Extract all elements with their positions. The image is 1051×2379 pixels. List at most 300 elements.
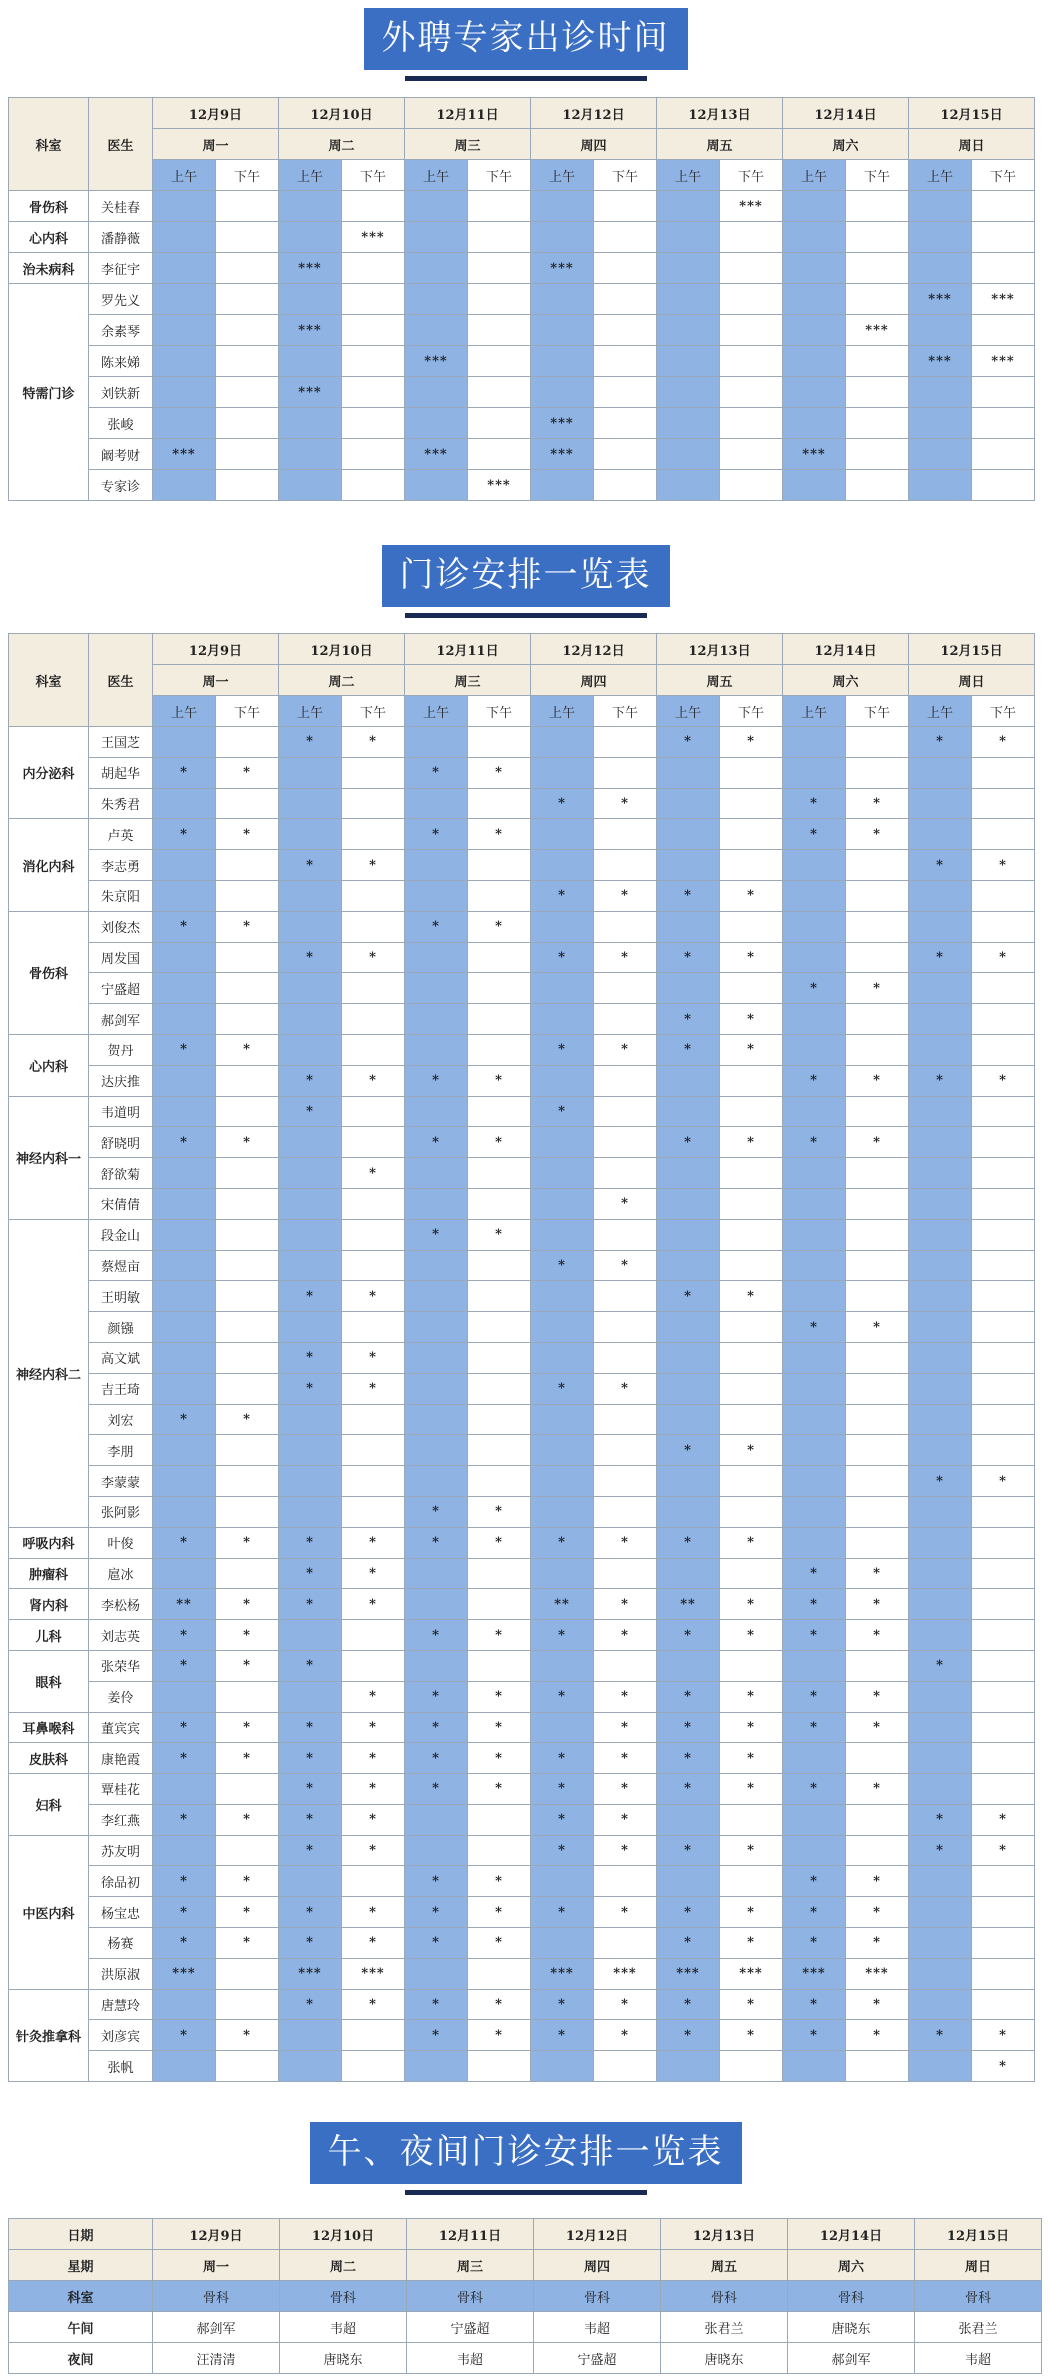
- slot-cell: ***: [531, 439, 594, 470]
- slot-cell: [468, 942, 531, 973]
- slot-cell: [531, 1281, 594, 1312]
- slot-cell: *: [846, 1866, 909, 1897]
- slot-cell: *: [153, 1650, 216, 1681]
- slot-cell: [594, 1096, 657, 1127]
- slot-cell: [531, 1558, 594, 1589]
- slot-cell: *: [342, 1989, 405, 2020]
- date-cell: 12月10日: [280, 2219, 407, 2250]
- header-am: 上午: [531, 696, 594, 727]
- slot-cell: [783, 253, 846, 284]
- header-weekday: 周四: [531, 665, 657, 696]
- table-row: [9, 1650, 1035, 1681]
- slot-cell: [846, 1188, 909, 1219]
- table-row: [9, 1373, 1035, 1404]
- header-pm: 下午: [468, 696, 531, 727]
- header-am: 上午: [405, 160, 468, 191]
- slot-cell: [342, 880, 405, 911]
- slot-cell: [216, 1496, 279, 1527]
- slot-cell: [846, 1835, 909, 1866]
- slot-cell: *: [405, 1496, 468, 1527]
- slot-cell: *: [657, 1897, 720, 1928]
- dept-cell: 神经内科二: [9, 1219, 89, 1527]
- slot-cell: [468, 1158, 531, 1189]
- slot-cell: [846, 942, 909, 973]
- slot-cell: [594, 284, 657, 315]
- table-row: [9, 757, 1035, 788]
- slot-cell: *: [657, 1004, 720, 1035]
- slot-cell: [720, 1404, 783, 1435]
- slot-cell: [405, 1835, 468, 1866]
- header-pm: 下午: [720, 696, 783, 727]
- slot-cell: *: [216, 1928, 279, 1959]
- slot-cell: [846, 1250, 909, 1281]
- noon-cell: 张君兰: [661, 2312, 788, 2343]
- slot-cell: [972, 377, 1035, 408]
- slot-cell: [153, 1558, 216, 1589]
- slot-cell: [972, 1404, 1035, 1435]
- slot-cell: [153, 1774, 216, 1805]
- slot-cell: [972, 1989, 1035, 2020]
- slot-cell: [594, 253, 657, 284]
- slot-cell: [972, 439, 1035, 470]
- slot-cell: [405, 253, 468, 284]
- slot-cell: [342, 470, 405, 501]
- slot-cell: [153, 788, 216, 819]
- slot-cell: [531, 1158, 594, 1189]
- slot-cell: *: [657, 1928, 720, 1959]
- slot-cell: [153, 1219, 216, 1250]
- slot-cell: *: [594, 880, 657, 911]
- slot-cell: [405, 942, 468, 973]
- slot-cell: [657, 346, 720, 377]
- slot-cell: [657, 1496, 720, 1527]
- section2-title: 门诊安排一览表: [382, 545, 670, 607]
- slot-cell: *: [279, 1589, 342, 1620]
- slot-cell: [846, 1496, 909, 1527]
- night-cell: 韦超: [407, 2343, 534, 2374]
- slot-cell: [153, 2051, 216, 2082]
- slot-cell: *: [720, 1989, 783, 2020]
- slot-cell: *: [153, 1127, 216, 1158]
- slot-cell: [783, 222, 846, 253]
- doctor-cell: 李松杨: [89, 1589, 153, 1620]
- slot-cell: [216, 1004, 279, 1035]
- slot-cell: *: [657, 2020, 720, 2051]
- dept-cell: 肾内科: [9, 1589, 89, 1620]
- slot-cell: *: [846, 1774, 909, 1805]
- slot-cell: [720, 819, 783, 850]
- slot-cell: [909, 1281, 972, 1312]
- slot-cell: [153, 377, 216, 408]
- slot-cell: *: [594, 1250, 657, 1281]
- slot-cell: [909, 1250, 972, 1281]
- slot-cell: *: [783, 1312, 846, 1343]
- slot-cell: [279, 191, 342, 222]
- slot-cell: *: [279, 1804, 342, 1835]
- slot-cell: [531, 1712, 594, 1743]
- slot-cell: [909, 470, 972, 501]
- slot-cell: *: [468, 1774, 531, 1805]
- slot-cell: [594, 1127, 657, 1158]
- date-cell: 12月13日: [661, 2219, 788, 2250]
- slot-cell: *: [846, 1620, 909, 1651]
- slot-cell: *: [468, 1866, 531, 1897]
- dept-cell: 内分泌科: [9, 727, 89, 819]
- slot-cell: *: [972, 2051, 1035, 2082]
- slot-cell: [279, 1219, 342, 1250]
- slot-cell: [531, 222, 594, 253]
- table-row: [9, 1743, 1035, 1774]
- slot-cell: [468, 1188, 531, 1219]
- slot-cell: [657, 315, 720, 346]
- table-row: [9, 1250, 1035, 1281]
- slot-cell: [720, 1219, 783, 1250]
- section2-title-block: [0, 545, 1051, 618]
- slot-cell: [153, 880, 216, 911]
- table-row: [9, 1004, 1035, 1035]
- header-pm: 下午: [468, 160, 531, 191]
- slot-cell: [342, 1404, 405, 1435]
- slot-cell: *: [783, 1065, 846, 1096]
- slot-cell: [531, 377, 594, 408]
- slot-cell: [657, 1373, 720, 1404]
- dept-cell: 神经内科一: [9, 1096, 89, 1219]
- slot-cell: [468, 788, 531, 819]
- slot-cell: [972, 1096, 1035, 1127]
- slot-cell: [468, 253, 531, 284]
- slot-cell: *: [342, 1281, 405, 1312]
- doctor-cell: 刘宏: [89, 1404, 153, 1435]
- slot-cell: [342, 973, 405, 1004]
- slot-cell: [468, 191, 531, 222]
- slot-cell: *: [342, 942, 405, 973]
- slot-cell: [657, 222, 720, 253]
- slot-cell: *: [783, 1774, 846, 1805]
- slot-cell: *: [279, 1743, 342, 1774]
- slot-cell: [972, 880, 1035, 911]
- doctor-cell: 罗先义: [89, 284, 153, 315]
- slot-cell: *: [594, 1774, 657, 1805]
- noon-cell: 韦超: [534, 2312, 661, 2343]
- slot-cell: [279, 819, 342, 850]
- doctor-cell: 李红燕: [89, 1804, 153, 1835]
- slot-cell: *: [972, 2020, 1035, 2051]
- header-date: 12月14日: [783, 634, 909, 665]
- slot-cell: [972, 1435, 1035, 1466]
- slot-cell: [153, 973, 216, 1004]
- slot-cell: [846, 2051, 909, 2082]
- slot-cell: [216, 408, 279, 439]
- slot-cell: *: [972, 727, 1035, 758]
- slot-cell: [216, 1989, 279, 2020]
- slot-cell: [279, 1466, 342, 1497]
- date-cell: 12月9日: [153, 2219, 280, 2250]
- slot-cell: [153, 222, 216, 253]
- slot-cell: [216, 1065, 279, 1096]
- slot-cell: [909, 222, 972, 253]
- slot-cell: [909, 1989, 972, 2020]
- slot-cell: *: [216, 757, 279, 788]
- section3-title: 午、夜间门诊安排一览表: [310, 2122, 742, 2184]
- slot-cell: [279, 1435, 342, 1466]
- slot-cell: [531, 284, 594, 315]
- slot-cell: [531, 911, 594, 942]
- slot-cell: *: [531, 1989, 594, 2020]
- slot-cell: [783, 1034, 846, 1065]
- slot-cell: [972, 1620, 1035, 1651]
- slot-cell: *: [153, 1804, 216, 1835]
- slot-cell: *: [531, 1743, 594, 1774]
- slot-cell: *: [153, 1712, 216, 1743]
- table-row: [9, 1127, 1035, 1158]
- slot-cell: [405, 1004, 468, 1035]
- slot-cell: *: [468, 1065, 531, 1096]
- slot-cell: [342, 1312, 405, 1343]
- slot-cell: [342, 1127, 405, 1158]
- slot-cell: [972, 1897, 1035, 1928]
- slot-cell: *: [468, 1219, 531, 1250]
- slot-cell: [468, 1650, 531, 1681]
- slot-cell: ***: [846, 1958, 909, 1989]
- slot-cell: [216, 1373, 279, 1404]
- table-row: [9, 1835, 1035, 1866]
- slot-cell: [846, 1096, 909, 1127]
- slot-cell: *: [846, 1989, 909, 2020]
- dept-row: [9, 2281, 1042, 2312]
- doctor-cell: 陈来娣: [89, 346, 153, 377]
- slot-cell: [594, 191, 657, 222]
- slot-cell: [468, 850, 531, 881]
- slot-cell: [216, 1281, 279, 1312]
- slot-cell: *: [216, 1897, 279, 1928]
- slot-cell: [468, 1435, 531, 1466]
- slot-cell: ***: [342, 1958, 405, 1989]
- slot-cell: [342, 1034, 405, 1065]
- slot-cell: [783, 408, 846, 439]
- doctor-cell: 李蒙蒙: [89, 1466, 153, 1497]
- slot-cell: [216, 973, 279, 1004]
- slot-cell: [909, 1558, 972, 1589]
- dept-cell: 骨科: [534, 2281, 661, 2312]
- doctor-cell: 吉王琦: [89, 1373, 153, 1404]
- slot-cell: *: [279, 1989, 342, 2020]
- slot-cell: *: [153, 1866, 216, 1897]
- slot-cell: [909, 253, 972, 284]
- slot-cell: *: [972, 1804, 1035, 1835]
- slot-cell: [405, 973, 468, 1004]
- slot-cell: [468, 1404, 531, 1435]
- slot-cell: [531, 1312, 594, 1343]
- slot-cell: [720, 2051, 783, 2082]
- slot-cell: [342, 1435, 405, 1466]
- slot-cell: *: [909, 1835, 972, 1866]
- slot-cell: *: [342, 1158, 405, 1189]
- table-row: [9, 377, 1035, 408]
- slot-cell: *: [405, 1712, 468, 1743]
- header-am: 上午: [279, 696, 342, 727]
- slot-cell: [594, 727, 657, 758]
- slot-cell: [342, 1496, 405, 1527]
- slot-cell: [594, 315, 657, 346]
- slot-cell: [909, 1712, 972, 1743]
- slot-cell: *: [531, 1804, 594, 1835]
- noon-night-schedule-table: [8, 2218, 1042, 2374]
- header-pm: 下午: [594, 160, 657, 191]
- dept-cell: 骨科: [788, 2281, 915, 2312]
- slot-cell: [972, 1650, 1035, 1681]
- slot-cell: [972, 1558, 1035, 1589]
- dept-cell: 骨科: [407, 2281, 534, 2312]
- slot-cell: [594, 1866, 657, 1897]
- slot-cell: *: [342, 1373, 405, 1404]
- night-label: 夜间: [9, 2343, 153, 2374]
- table-row: [9, 1558, 1035, 1589]
- slot-cell: [846, 1281, 909, 1312]
- slot-cell: [783, 284, 846, 315]
- dept-cell: 骨科: [280, 2281, 407, 2312]
- slot-cell: [153, 1096, 216, 1127]
- doctor-cell: 康艳霞: [89, 1743, 153, 1774]
- slot-cell: [846, 1342, 909, 1373]
- slot-cell: [594, 757, 657, 788]
- slot-cell: [972, 408, 1035, 439]
- slot-cell: [909, 1004, 972, 1035]
- weekday-cell: 周四: [534, 2250, 661, 2281]
- slot-cell: [909, 1404, 972, 1435]
- dept-cell: 耳鼻喉科: [9, 1712, 89, 1743]
- slot-cell: *: [846, 788, 909, 819]
- dept-cell: 骨科: [153, 2281, 280, 2312]
- slot-cell: [216, 1558, 279, 1589]
- slot-cell: *: [720, 1281, 783, 1312]
- header-date: 12月10日: [279, 98, 405, 129]
- slot-cell: *: [846, 1928, 909, 1959]
- doctor-cell: 刘志英: [89, 1620, 153, 1651]
- doctor-cell: 李征宇: [89, 253, 153, 284]
- slot-cell: [405, 1342, 468, 1373]
- slot-cell: [972, 788, 1035, 819]
- slot-cell: **: [153, 1589, 216, 1620]
- slot-cell: [783, 1527, 846, 1558]
- night-cell: 唐晓东: [280, 2343, 407, 2374]
- slot-cell: [405, 1096, 468, 1127]
- slot-cell: *: [468, 911, 531, 942]
- slot-cell: *: [153, 1743, 216, 1774]
- slot-cell: *: [594, 1743, 657, 1774]
- doctor-cell: 段金山: [89, 1219, 153, 1250]
- doctor-cell: 潘静薇: [89, 222, 153, 253]
- slot-cell: [720, 911, 783, 942]
- table-row: [9, 1404, 1035, 1435]
- table-row: [9, 1466, 1035, 1497]
- slot-cell: [531, 973, 594, 1004]
- slot-cell: [468, 727, 531, 758]
- slot-cell: [216, 1681, 279, 1712]
- dept-cell: 眼科: [9, 1650, 89, 1712]
- slot-cell: [405, 1158, 468, 1189]
- slot-cell: [972, 1342, 1035, 1373]
- doctor-cell: 洪原淑: [89, 1958, 153, 1989]
- slot-cell: *: [216, 1743, 279, 1774]
- slot-cell: *: [405, 1527, 468, 1558]
- slot-cell: [594, 1342, 657, 1373]
- slot-cell: [846, 911, 909, 942]
- table-row: [9, 1897, 1035, 1928]
- slot-cell: [972, 315, 1035, 346]
- doctor-cell: 徐品初: [89, 1866, 153, 1897]
- slot-cell: [657, 470, 720, 501]
- slot-cell: *: [216, 911, 279, 942]
- slot-cell: [720, 973, 783, 1004]
- slot-cell: *: [720, 1620, 783, 1651]
- slot-cell: [783, 1804, 846, 1835]
- slot-cell: *: [657, 1527, 720, 1558]
- slot-cell: [153, 1835, 216, 1866]
- slot-cell: [279, 439, 342, 470]
- weekday-cell: 周三: [407, 2250, 534, 2281]
- slot-cell: [657, 1342, 720, 1373]
- slot-cell: *: [468, 819, 531, 850]
- slot-cell: ***: [279, 315, 342, 346]
- slot-cell: [783, 1219, 846, 1250]
- doctor-cell: 卢英: [89, 819, 153, 850]
- slot-cell: [405, 408, 468, 439]
- slot-cell: [783, 911, 846, 942]
- slot-cell: [153, 1989, 216, 2020]
- slot-cell: [153, 284, 216, 315]
- slot-cell: *: [594, 1589, 657, 1620]
- slot-cell: ***: [909, 284, 972, 315]
- slot-cell: [468, 346, 531, 377]
- slot-cell: *: [405, 1989, 468, 2020]
- slot-cell: *: [531, 1835, 594, 1866]
- slot-cell: [279, 1312, 342, 1343]
- header-am: 上午: [909, 160, 972, 191]
- slot-cell: [972, 1774, 1035, 1805]
- header-weekday: 周三: [405, 129, 531, 160]
- slot-cell: [846, 470, 909, 501]
- slot-cell: *: [153, 1034, 216, 1065]
- dept-cell: 针灸推拿科: [9, 1989, 89, 2081]
- slot-cell: [153, 850, 216, 881]
- slot-cell: [657, 1404, 720, 1435]
- slot-cell: [216, 1312, 279, 1343]
- slot-cell: *: [720, 1034, 783, 1065]
- header-am: 上午: [657, 696, 720, 727]
- header-pm: 下午: [720, 160, 783, 191]
- noon-cell: 韦超: [280, 2312, 407, 2343]
- slot-cell: *: [657, 727, 720, 758]
- slot-cell: *: [783, 1127, 846, 1158]
- slot-cell: *: [783, 1620, 846, 1651]
- slot-cell: [783, 1342, 846, 1373]
- slot-cell: [594, 439, 657, 470]
- slot-cell: ***: [972, 284, 1035, 315]
- slot-cell: [531, 1928, 594, 1959]
- slot-cell: [720, 377, 783, 408]
- slot-cell: [531, 1127, 594, 1158]
- slot-cell: [405, 2051, 468, 2082]
- slot-cell: [594, 1650, 657, 1681]
- slot-cell: *: [594, 1712, 657, 1743]
- slot-cell: *: [342, 850, 405, 881]
- slot-cell: [909, 819, 972, 850]
- table-row: [9, 1866, 1035, 1897]
- table-row: [9, 1989, 1035, 2020]
- slot-cell: [405, 850, 468, 881]
- doctor-cell: 郝剑军: [89, 1004, 153, 1035]
- slot-cell: [594, 850, 657, 881]
